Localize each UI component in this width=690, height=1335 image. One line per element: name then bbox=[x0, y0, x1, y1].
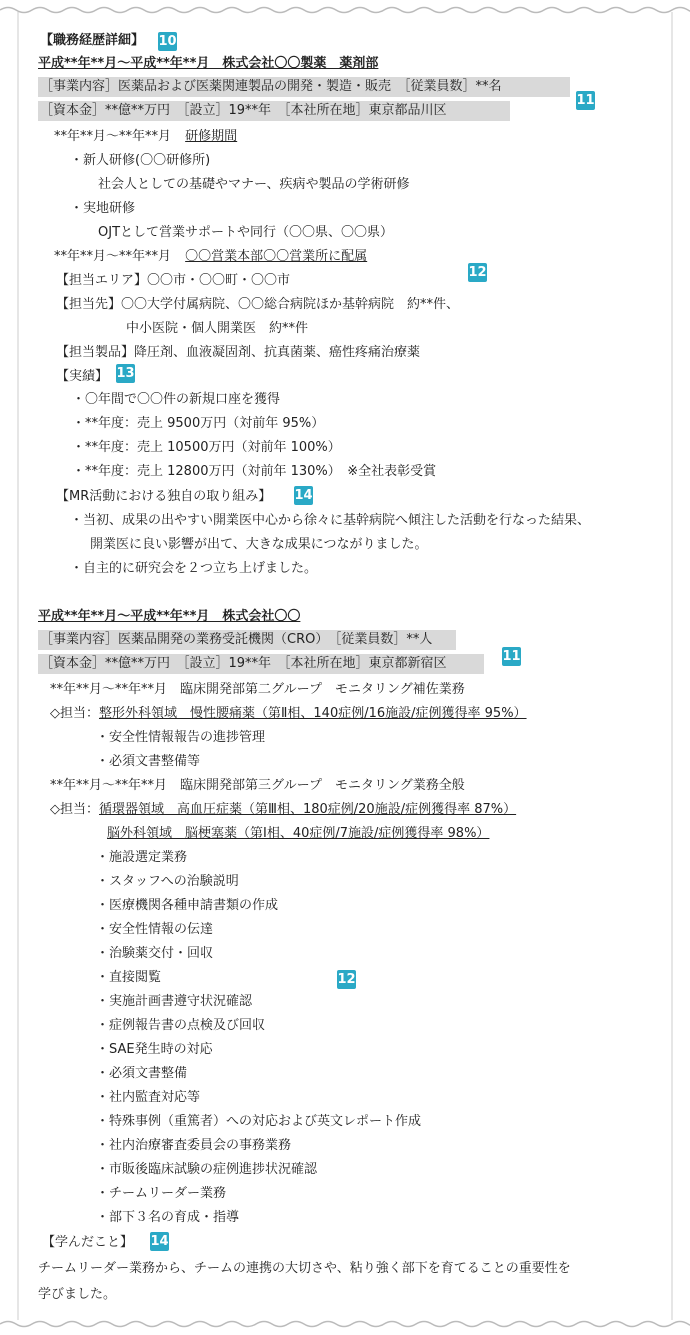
badge-12: 12 bbox=[337, 972, 356, 987]
period-line: **年**月～**年**月 臨床開発部第三グループ モニタリング業務全般 bbox=[50, 778, 465, 793]
result-item: ・**年度：売上 9500万円（対前年 95%） bbox=[72, 416, 325, 431]
duty-item: ・施設選定業務 bbox=[96, 850, 188, 865]
duty-item: ・必須文書整備等 bbox=[96, 754, 201, 769]
badge-11: 11 bbox=[576, 93, 595, 108]
badge-13: 13 bbox=[116, 366, 135, 381]
duty-item: ・安全性情報報告の進捗管理 bbox=[96, 730, 266, 745]
products-line: 【担当製品】降圧剤、血液凝固剤、抗真菌薬、癌性疼痛治療薬 bbox=[56, 345, 421, 360]
clients-line: 【担当先】〇〇大学付属病院、〇〇総合病院ほか基幹病院 約**件、 bbox=[56, 297, 460, 312]
duty-item: ・チームリーダー業務 bbox=[96, 1186, 227, 1201]
duty-item: ・必須文書整備 bbox=[96, 1066, 188, 1081]
assignment-line bbox=[50, 801, 516, 819]
result-item: ・〇年間で〇〇件の新規口座を獲得 bbox=[72, 392, 281, 407]
badge-14: 14 bbox=[294, 488, 313, 503]
learned-text: チームリーダー業務から、チームの連携の大切さや、粘り強く部下を育てることの重要性を bbox=[38, 1261, 571, 1276]
period-label: 〇〇営業本部〇〇営業所に配属 bbox=[185, 249, 368, 264]
period-line bbox=[54, 128, 237, 146]
badge-10: 10 bbox=[158, 34, 177, 49]
training-detail: 社会人としての基礎やマナー、疾病や製品の学術研修 bbox=[98, 177, 410, 192]
results-heading: 【実績】 bbox=[56, 369, 109, 384]
period-dates: **年**月～**年**月 bbox=[54, 129, 172, 144]
company-line-2: 平成**年**月～平成**年**月 株式会社〇〇 bbox=[38, 609, 301, 624]
assignment-detail: 整形外科領域 慢性腰痛薬（第Ⅱ相、140症例/16施設/症例獲得率 95%） bbox=[99, 706, 527, 721]
assignment-prefix: ◇担当： bbox=[50, 802, 99, 817]
initiative-item: ・自主的に研究会を２つ立ち上げました。 bbox=[70, 561, 318, 576]
area-line: 【担当エリア】〇〇市・〇〇町・〇〇市 bbox=[56, 273, 291, 288]
period-line: **年**月～**年**月 臨床開発部第二グループ モニタリング補佐業務 bbox=[50, 682, 465, 697]
badge-12: 12 bbox=[468, 265, 487, 280]
duty-item: ・実施計画書遵守状況確認 bbox=[96, 994, 253, 1009]
initiatives-heading: 【MR活動における独自の取り組み】 bbox=[56, 489, 272, 504]
training-title: ・実地研修 bbox=[70, 201, 136, 216]
company-info-line: ［事業内容］医薬品開発の業務受託機関（CRO） ［従業員数］**人 bbox=[40, 632, 433, 647]
result-item: ・**年度：売上 10500万円（対前年 100%） bbox=[72, 440, 341, 455]
assignment-detail: 脳外科領域 脳梗塞薬（第Ⅰ相、40症例/7施設/症例獲得率 98%） bbox=[107, 826, 490, 841]
period-line bbox=[54, 248, 367, 266]
initiative-item: ・当初、成果の出やすい開業医中心から徐々に基幹病院へ傾注した活動を行なった結果、 bbox=[70, 513, 591, 528]
learned-heading: 【学んだこと】 bbox=[42, 1235, 134, 1250]
duty-item: ・社内監査対応等 bbox=[96, 1090, 201, 1105]
period-dates: **年**月～**年**月 bbox=[54, 249, 172, 264]
initiative-item-cont: 開業医に良い影響が出て、大きな成果につながりました。 bbox=[90, 537, 428, 552]
clients-line: 中小医院・個人開業医 約**件 bbox=[126, 321, 309, 336]
company-info-line: ［事業内容］医薬品および医薬関連製品の開発・製造・販売 ［従業員数］**名 bbox=[40, 79, 502, 94]
duty-item: ・SAE発生時の対応 bbox=[96, 1042, 213, 1057]
duty-item: ・治験薬交付・回収 bbox=[96, 946, 214, 961]
duty-item: ・症例報告書の点検及び回収 bbox=[96, 1018, 266, 1033]
company-info-line: ［資本金］**億**万円 ［設立］19**年 ［本社所在地］東京都新宿区 bbox=[40, 656, 447, 671]
duty-item: ・社内治療審査委員会の事務業務 bbox=[96, 1138, 292, 1153]
section-heading: 【職務経歴詳細】 bbox=[40, 33, 145, 48]
assignment-line bbox=[50, 705, 527, 723]
duty-item: ・医療機関各種申請書類の作成 bbox=[96, 898, 279, 913]
badge-14: 14 bbox=[150, 1234, 169, 1249]
training-detail: OJTとして営業サポートや同行（〇〇県、〇〇県） bbox=[98, 225, 394, 240]
badge-11: 11 bbox=[502, 649, 521, 664]
duty-item: ・部下３名の育成・指導 bbox=[96, 1210, 240, 1225]
duty-item: ・スタッフへの治験説明 bbox=[96, 874, 239, 889]
duty-item: ・特殊事例（重篤者）への対応および英文レポート作成 bbox=[96, 1114, 422, 1129]
training-title: ・新人研修(〇〇研修所) bbox=[70, 153, 211, 168]
duty-item: ・安全性情報の伝達 bbox=[96, 922, 214, 937]
result-item: ・**年度：売上 12800万円（対前年 130%） ※全社表彰受賞 bbox=[72, 464, 437, 479]
period-label: 研修期間 bbox=[185, 129, 238, 144]
company-line-1: 平成**年**月～平成**年**月 株式会社〇〇製薬 薬剤部 bbox=[38, 56, 379, 71]
company-info-line: ［資本金］**億**万円 ［設立］19**年 ［本社所在地］東京都品川区 bbox=[40, 103, 447, 118]
duty-item: ・市販後臨床試験の症例進捗状況確認 bbox=[96, 1162, 318, 1177]
assignment-detail: 循環器領域 高血圧症薬（第Ⅲ相、180症例/20施設/症例獲得率 87%） bbox=[99, 802, 517, 817]
duty-item: ・直接閲覧 bbox=[96, 970, 162, 985]
learned-text: 学びました。 bbox=[38, 1287, 117, 1302]
assignment-prefix: ◇担当： bbox=[50, 706, 99, 721]
